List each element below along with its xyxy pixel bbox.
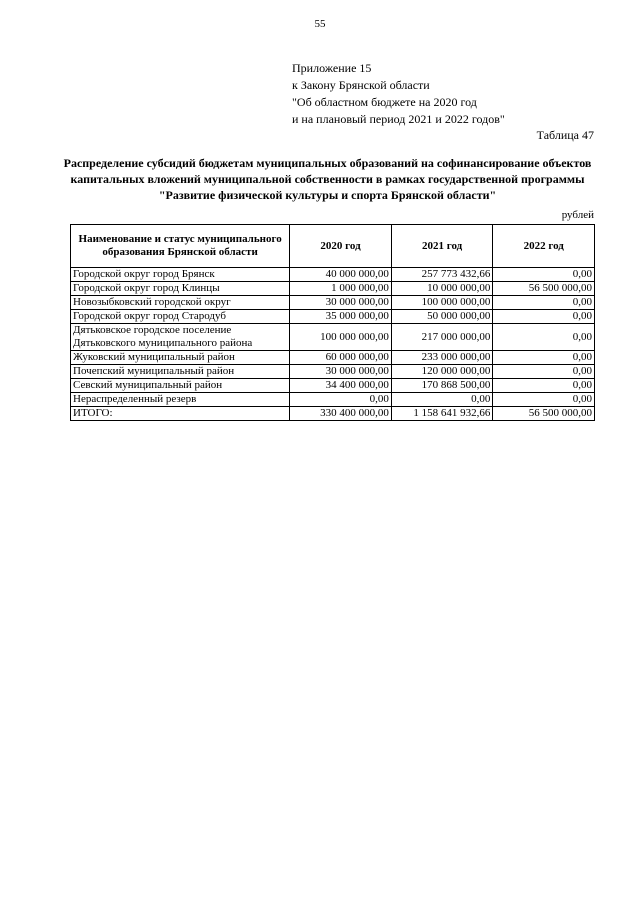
cell-2022: 0,00 (493, 324, 595, 351)
cell-name: Городской округ город Стародуб (71, 310, 290, 324)
cell-2020: 35 000 000,00 (290, 310, 392, 324)
table-row (71, 296, 595, 310)
cell-2022: 0,00 (493, 393, 595, 407)
cell-2020: 30 000 000,00 (290, 296, 392, 310)
cell-2021: 100 000 000,00 (391, 296, 493, 310)
subsidy-table (70, 224, 595, 421)
appendix-line: "Об областном бюджете на 2020 год (292, 95, 477, 109)
cell-2021: 10 000 000,00 (391, 282, 493, 296)
cell-2022: 0,00 (493, 351, 595, 365)
cell-2022: 0,00 (493, 365, 595, 379)
document-title (40, 155, 615, 203)
cell-name: ИТОГО: (71, 407, 290, 421)
cell-name: Нераспределенный резерв (71, 393, 290, 407)
table-body (71, 268, 595, 421)
cell-2021: 50 000 000,00 (391, 310, 493, 324)
cell-2020: 34 400 000,00 (290, 379, 392, 393)
cell-2020: 30 000 000,00 (290, 365, 392, 379)
header-2022: 2022 год (493, 225, 595, 268)
cell-2020: 330 400 000,00 (290, 407, 392, 421)
cell-name: Жуковский муниципальный район (71, 351, 290, 365)
header-2021: 2021 год (391, 225, 493, 268)
cell-2021: 170 868 500,00 (391, 379, 493, 393)
cell-2022: 56 500 000,00 (493, 282, 595, 296)
cell-2021: 217 000 000,00 (391, 324, 493, 351)
cell-2022: 0,00 (493, 296, 595, 310)
header-name: Наименование и статус муниципального образования Брянской области (71, 225, 290, 268)
title-line: капитальных вложений муниципальной собственности в рамках государственной программы (70, 172, 585, 186)
cell-name: Севский муниципальный район (71, 379, 290, 393)
cell-name: Городской округ город Клинцы (71, 282, 290, 296)
table-row (71, 268, 595, 282)
table-header-row (71, 225, 595, 268)
header-2020: 2020 год (290, 225, 392, 268)
cell-name: Почепский муниципальный район (71, 365, 290, 379)
appendix-line: к Закону Брянской области (292, 78, 430, 92)
cell-2020: 100 000 000,00 (290, 324, 392, 351)
title-line: Распределение субсидий бюджетам муниципальных образований на софинансирование объектов (63, 156, 592, 170)
cell-2020: 40 000 000,00 (290, 268, 392, 282)
title-line: "Развитие физической культуры и спорта Брянской области" (158, 188, 497, 202)
table-row (71, 379, 595, 393)
cell-name: Городской округ город Брянск (71, 268, 290, 282)
table-row (71, 310, 595, 324)
cell-2022: 0,00 (493, 268, 595, 282)
page-number: 55 (314, 18, 326, 30)
cell-2021: 1 158 641 932,66 (391, 407, 493, 421)
cell-2022: 0,00 (493, 379, 595, 393)
table-row (71, 324, 595, 351)
cell-2020: 0,00 (290, 393, 392, 407)
appendix-line: и на плановый период 2021 и 2022 годов" (292, 112, 505, 126)
cell-2020: 1 000 000,00 (290, 282, 392, 296)
table-total-row (71, 407, 595, 421)
table-row (71, 393, 595, 407)
appendix-line: Приложение 15 (292, 61, 372, 75)
cell-name: Новозыбковский городской округ (71, 296, 290, 310)
cell-2021: 120 000 000,00 (391, 365, 493, 379)
cell-2021: 233 000 000,00 (391, 351, 493, 365)
table-row (71, 282, 595, 296)
cell-2022: 0,00 (493, 310, 595, 324)
table-row (71, 365, 595, 379)
table-row (71, 351, 595, 365)
cell-2020: 60 000 000,00 (290, 351, 392, 365)
cell-name: Дятьковское городское поселение Дятьковского муниципального района (71, 324, 290, 351)
appendix-block (292, 60, 505, 128)
table-number: Таблица 47 (536, 128, 594, 142)
cell-2021: 0,00 (391, 393, 493, 407)
cell-2022: 56 500 000,00 (493, 407, 595, 421)
cell-2021: 257 773 432,66 (391, 268, 493, 282)
units-label: рублей (561, 209, 594, 221)
